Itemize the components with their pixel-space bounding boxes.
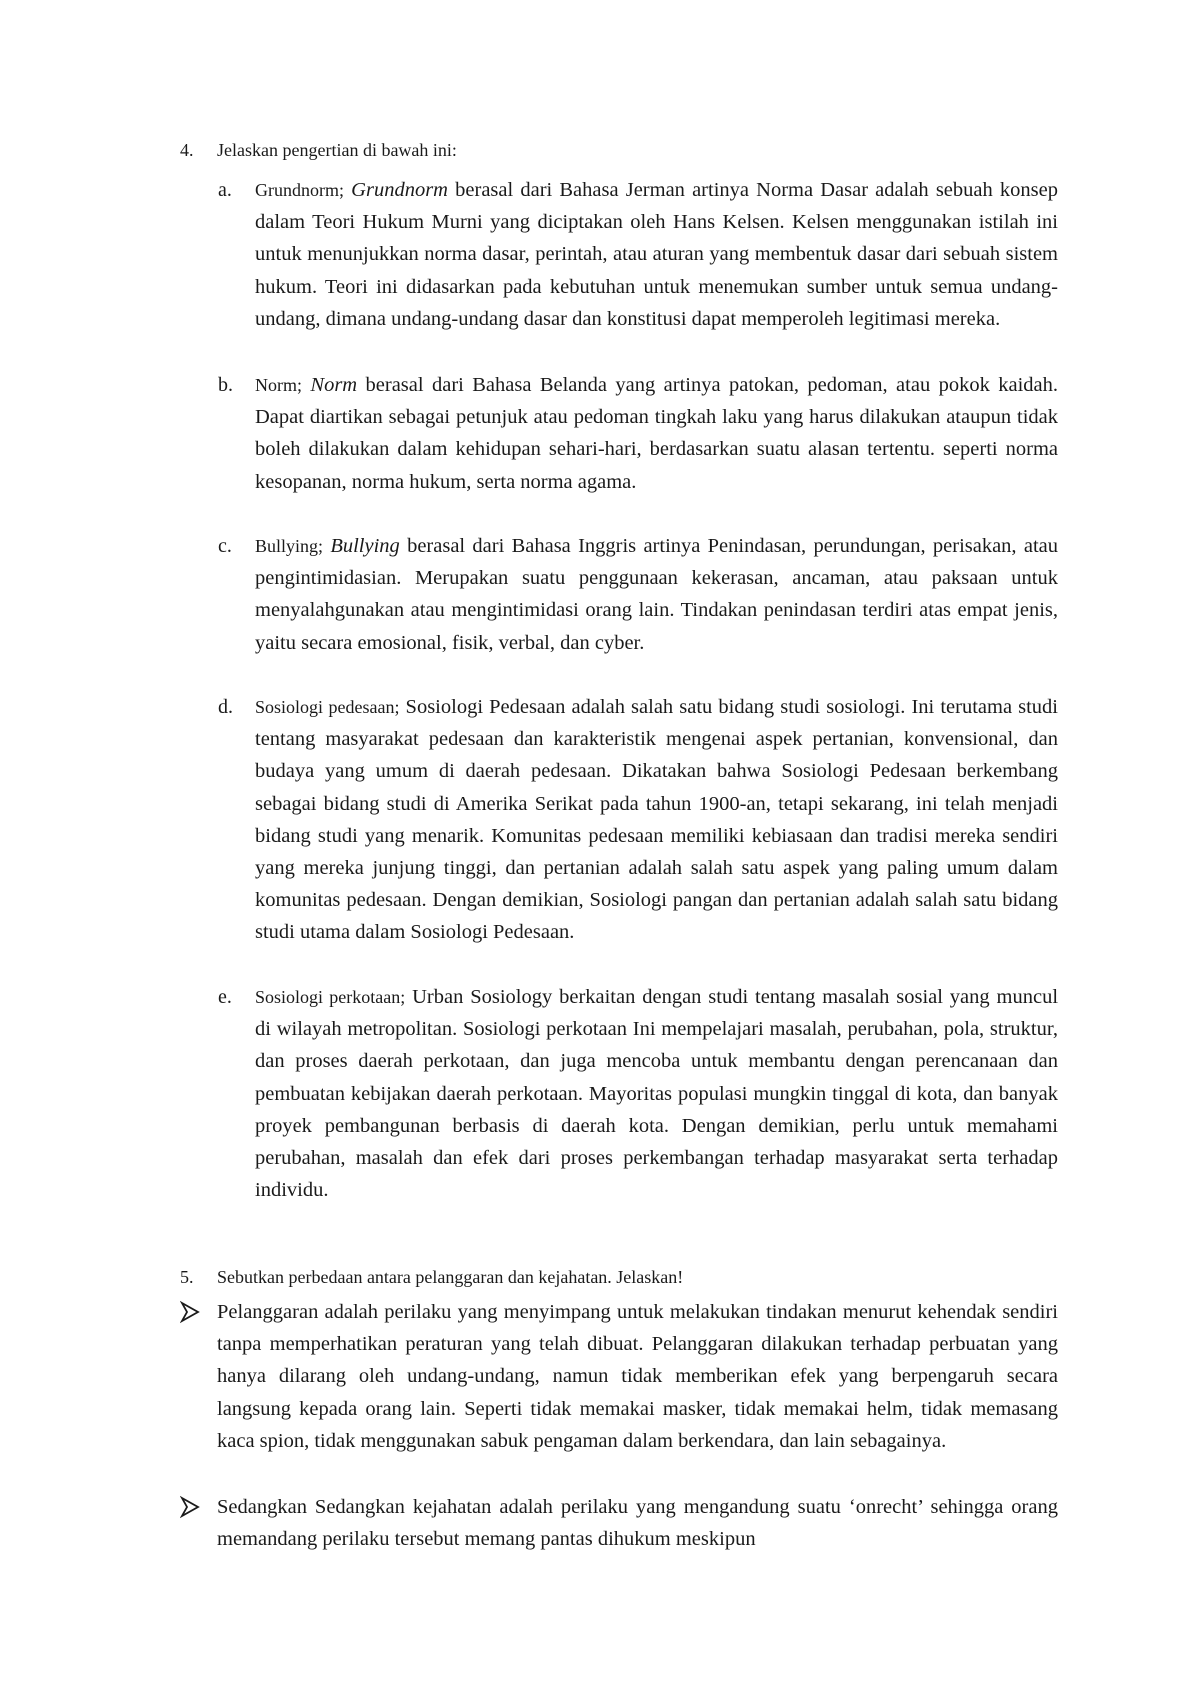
- item-term-italic: Bullying: [330, 535, 400, 557]
- item-text: [255, 174, 1058, 335]
- item-letter: d.: [218, 696, 233, 718]
- question-4-heading: [0, 137, 1200, 163]
- item-definition: berasal dari Bahasa Jerman artinya Norma Dasar adalah sebuah konsep dalam Teori Hukum Murni yang diciptakan oleh Hans Kelsen. Kelsen menggunakan istilah ini untuk menunjukkan norma dasar, perintah, atau aturan yang membentuk dasar dari sebuah sistem hukum. Teori ini didasarkan pada kebutuhan untuk menemukan sumber untuk semua undang-undang, dimana undang-undang dasar dan konstitusi dapat memperoleh legitimasi mereka.: [255, 179, 1058, 330]
- item-definition: Sosiologi Pedesaan adalah salah satu bidang studi sosiologi. Ini terutama studi tentang masyarakat pedesaan dan karakteristik mengenai aspek pertanian, konvensional, dan budaya yang umum di daerah pedesaan. Dikatakan bahwa Sosiologi Pedesaan berkembang sebagai bidang studi di Amerika Serikat pada tahun 1900-an, tetapi sekarang, ini telah menjadi bidang studi yang menarik. Komunitas pedesaan memiliki kebiasaan dan tradisi mereka sendiri yang mereka junjung tinggi, dan pertanian adalah salah satu aspek yang paling umum dalam komunitas pedesaan. Dengan demikian, Sosiologi pangan dan pertanian adalah salah satu bidang studi utama dalam Sosiologi Pedesaan.: [255, 696, 1059, 944]
- question-4-number: 4.: [180, 140, 194, 160]
- item-letter: b.: [218, 374, 233, 396]
- item-text: [255, 530, 1058, 659]
- item-term: Bullying;: [255, 536, 324, 556]
- item-term-italic: Grundnorm: [351, 179, 448, 201]
- arrowhead-bullet-icon: [180, 1491, 202, 1523]
- item-term: Grundnorm;: [255, 180, 344, 200]
- question-4-text: Jelaskan pengertian di bawah ini:: [217, 140, 457, 160]
- item-text: [255, 981, 1058, 1206]
- question-5-number: 5.: [180, 1267, 194, 1287]
- definition-item-a: [218, 174, 1058, 370]
- bullet-text: Pelanggaran adalah perilaku yang menyimpang untuk melakukan tindakan menurut kehendak sendiri tanpa memperhatikan peraturan yang telah dibuat. Pelanggaran dilakukan terhadap perbuatan yang hanya dilarang oleh undang-undang, namun tidak memberikan efek yang berpengaruh secara langsung kepada orang lain. Seperti tidak memakai masker, tidak memakai helm, tidak memasang kaca spion, tidak menggunakan sabuk pengaman dalam berkendara, dan lain sebagainya.: [217, 1301, 1058, 1452]
- item-definition: berasal dari Bahasa Belanda yang artinya patokan, pedoman, atau pokok kaidah. Dapat diartikan sebagai petunjuk atau pedoman tingkah laku yang harus dilakukan ataupun tidak boleh dilakukan dalam kehidupan sehari-hari, berdasarkan suatu alasan tertentu. seperti norma kesopanan, norma hukum, serta norma agama.: [255, 374, 1059, 493]
- item-text: [255, 369, 1058, 498]
- definition-item-b: [218, 369, 1058, 531]
- answer-bullet-1: [180, 1296, 1058, 1492]
- item-term-italic: Norm: [310, 374, 358, 396]
- question-5-heading: [0, 1264, 1200, 1290]
- item-letter: e.: [218, 986, 232, 1008]
- item-letter: c.: [218, 535, 232, 557]
- answer-bullet-2: [180, 1491, 1058, 1559]
- item-term: Sosiologi perkotaan;: [255, 987, 406, 1007]
- question-5-text: Sebutkan perbedaan antara pelanggaran dan kejahatan. Jelaskan!: [217, 1267, 684, 1287]
- item-term: Norm;: [255, 375, 302, 395]
- definition-item-c: [218, 530, 1058, 692]
- item-letter: a.: [218, 179, 232, 201]
- item-definition: Urban Sosiology berkaitan dengan studi tentang masalah sosial yang muncul di wilayah metropolitan. Sosiologi perkotaan Ini mempelajari masalah, perubahan, pola, struktur, dan proses daerah perkotaan, dan juga mencoba untuk membantu dengan perencanaan dan pembuatan kebijakan daerah perkotaan. Mayoritas populasi mungkin tinggal di kota, dan banyak proyek pembangunan berbasis di daerah kota. Dengan demikian, perlu untuk memahami perubahan, masalah dan efek dari proses perkembangan terhadap masyarakat serta terhadap individu.: [255, 986, 1059, 1202]
- definition-item-d: [218, 691, 1058, 982]
- definition-item-e: [218, 981, 1058, 1241]
- item-definition: berasal dari Bahasa Inggris artinya Penindasan, perundungan, perisakan, atau pengintimidasian. Merupakan suatu penggunaan kekerasan, ancaman, atau paksaan untuk menyalahgunakan atau mengintimidasi orang lain. Tindakan penindasan terdiri atas empat jenis, yaitu secara emosional, fisik, verbal, dan cyber.: [255, 535, 1058, 654]
- bullet-text: Sedangkan Sedangkan kejahatan adalah perilaku yang mengandung suatu ‘onrecht’ sehingga orang memandang perilaku tersebut memang pantas dihukum meskipun: [217, 1496, 1058, 1551]
- item-text: [255, 691, 1058, 949]
- item-term: Sosiologi pedesaan;: [255, 697, 400, 717]
- arrowhead-bullet-icon: [180, 1296, 202, 1328]
